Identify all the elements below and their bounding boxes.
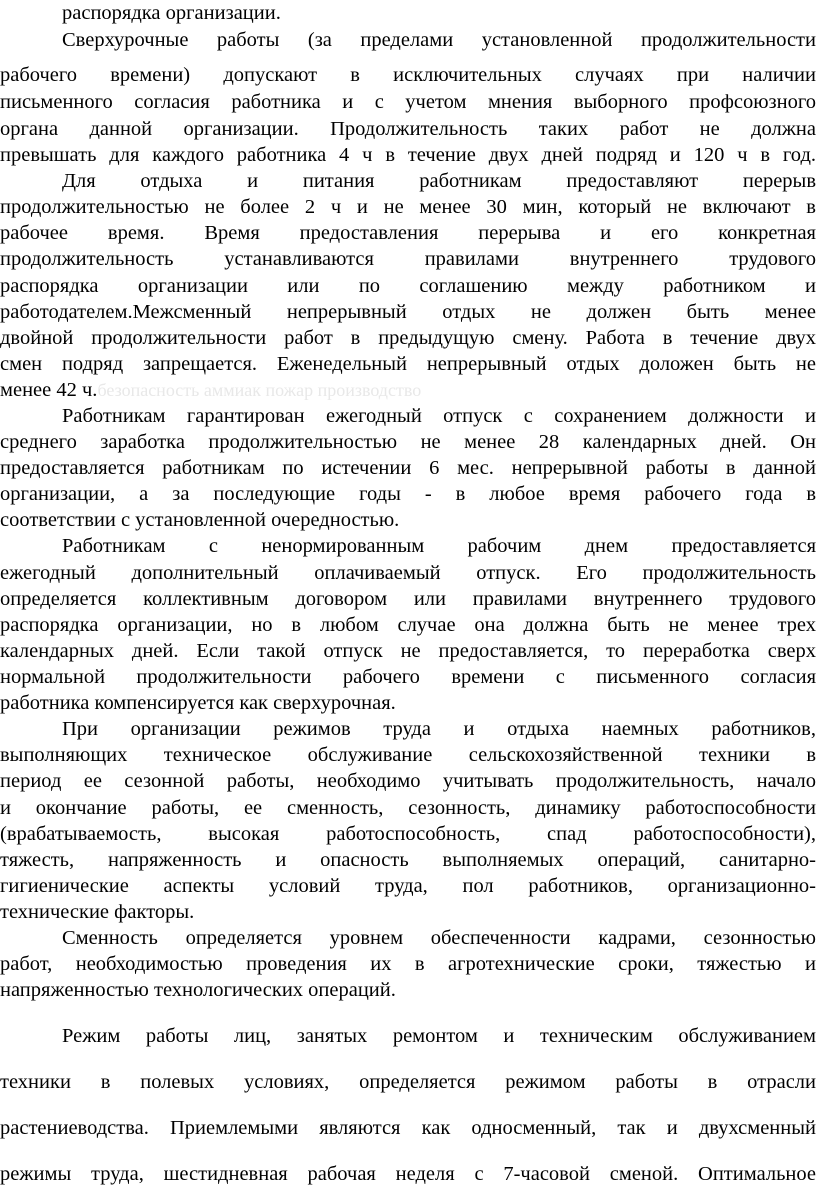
text-line: нормальной продолжительности рабочего времени с письменного согласия — [0, 666, 816, 688]
text-line: гигиенические аспекты условий труда, пол работников, организационно- — [0, 875, 816, 897]
text-line: Работникам с ненормированным рабочим днем предоставляется — [62, 535, 816, 557]
text-line: продолжительность устанавливаются правилами внутреннего трудового — [0, 248, 816, 270]
text-line: распорядка организации. — [62, 2, 281, 24]
text-line: органа данной организации. Продолжительность таких работ не должна — [0, 118, 816, 140]
text-line: Сверхурочные работы (за пределами установленной продолжительности — [62, 29, 816, 51]
text-line: предоставляется работникам по истечении 6 мес. непрерывной работы в данной — [0, 457, 816, 479]
text-line: продолжительностью не более 2 ч и не менее 30 мин, который не включают в — [0, 196, 816, 218]
text-line: рабочего времени) допускают в исключительных случаях при наличии — [0, 64, 816, 86]
text-line: (врабатываемость, высокая работоспособность, спад работоспособности), — [0, 823, 816, 845]
text-line: организации, а за последующие годы - в любое время рабочего года в — [0, 483, 816, 505]
text-line: работодателем.Межсменный непрерывный отдых не должен быть менее — [0, 301, 816, 323]
text-line: выполняющих техническое обслуживание сельскохозяйственной техники в — [0, 744, 816, 766]
text-line: растениеводства. Приемлемыми являются как односменный, так и двухсменный — [0, 1117, 816, 1139]
text-line: режимы труда, шестидневная рабочая неделя с 7-часовой сменой. Оптимальное — [0, 1163, 816, 1185]
text-line: Сменность определяется уровнем обеспеченности кадрами, сезонностью — [62, 927, 816, 949]
text-line: техники в полевых условиях, определяется режимом работы в отрасли — [0, 1071, 816, 1093]
watermark-text: безопасность аммиак пожар производство — [97, 380, 422, 400]
text-line: Работникам гарантирован ежегодный отпуск с сохранением должности и — [62, 405, 816, 427]
text-line: соответствии с установленной очередностью. — [0, 509, 400, 531]
text-line: менее 42 ч. — [0, 379, 98, 401]
text-line: превышать для каждого работника 4 ч в течение двух дней подряд и 120 ч в год. — [0, 144, 816, 166]
text-line: распорядка организации или по соглашению между работником и — [0, 275, 816, 297]
text-line: ежегодный дополнительный оплачиваемый отпуск. Его продолжительность — [0, 562, 816, 584]
text-line: двойной продолжительности работ в предыдущую смену. Работа в течение двух — [0, 327, 816, 349]
text-line: работ, необходимостью проведения их в агротехнические сроки, тяжестью и — [0, 953, 816, 975]
text-line: рабочее время. Время предоставления перерыва и его конкретная — [0, 222, 816, 244]
text-line: напряженностью технологических операций. — [0, 979, 396, 1001]
text-line: смен подряд запрещается. Еженедельный непрерывный отдых доложен быть не — [0, 353, 816, 375]
text-line: календарных дней. Если такой отпуск не предоставляется, то переработка сверх — [0, 640, 816, 662]
text-line: письменного согласия работника и с учетом мнения выборного профсоюзного — [0, 91, 816, 113]
text-line: период ее сезонной работы, необходимо учитывать продолжительность, начало — [0, 770, 816, 792]
text-line: и окончание работы, ее сменность, сезонность, динамику работоспособности — [0, 797, 816, 819]
text-line: Для отдыха и питания работникам предоставляют перерыв — [62, 170, 816, 192]
text-line: Режим работы лиц, занятых ремонтом и техническим обслуживанием — [62, 1025, 816, 1047]
text-line: определяется коллективным договором или правилами внутреннего трудового — [0, 588, 816, 610]
text-line: работника компенсируется как сверхурочная. — [0, 692, 396, 714]
text-line: При организации режимов труда и отдыха наемных работников, — [62, 718, 816, 740]
text-line: распорядка организации, но в любом случае она должна быть не менее трех — [0, 614, 816, 636]
text-line: среднего заработка продолжительностью не менее 28 календарных дней. Он — [0, 431, 816, 453]
text-line: технические факторы. — [0, 901, 195, 923]
text-line-with-watermark — [0, 377, 816, 404]
text-line: тяжесть, напряженность и опасность выполняемых операций, санитарно- — [0, 849, 816, 871]
